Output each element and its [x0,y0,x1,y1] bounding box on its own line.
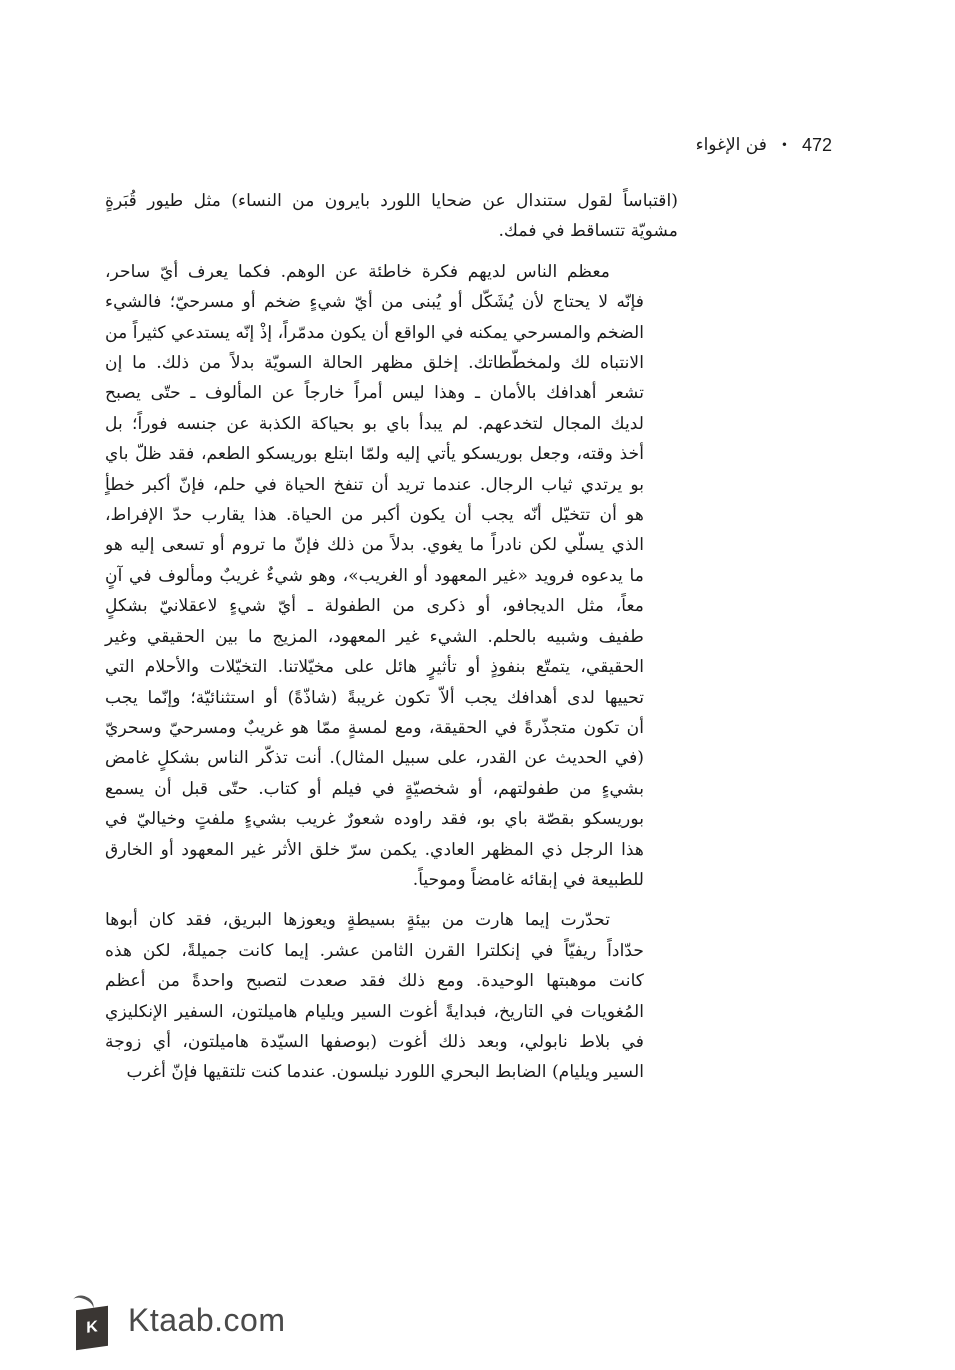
watermark-logo [62,1290,285,1350]
text-line: تشعر أهدافك بالأمان ـ وهذا ليس أمراً خارجاً عن المألوف ـ حتّى يصبح [105,383,644,404]
book-icon: K [62,1290,118,1350]
text-line: (اقتباساً لقول ستندال عن ضحايا اللورد بايرون من النساء) مثل طيور قُبَرةٍ [105,191,678,211]
text-line: لديك المجال لتخدعهم. لم يبدأ باي بو بحياكة الكذبة عن جنسه فوراً؛ بل [105,413,644,434]
text-line: مشويّة تتساقط في فمك. [498,221,678,242]
running-header [600,130,832,160]
text-line: أن تكون متجذّرةً في الحقيقة، ومع لمسةٍ ممّا هو غريبٌ ومسرحيّ وسحريّ [105,717,644,738]
paragraph [105,905,678,1087]
text-line: أخذ وقته، وجعل بوريسكو يأتي إليه ولمّا ابتلع بوريسكو الطعم، فقد ظلّ باي [105,444,644,465]
paragraph [105,186,678,247]
text-line: فإنّه لا يحتاج لأن يُشَكّل أو يُبنى من أيّ شيءٍ ضخم أو مسرحيّ؛ فالشيء [105,292,644,313]
text-line: للطبيعة في إبقائه غامضاً وموحياً. [412,869,644,890]
text-line: طفيف وشبيه بالحلم. الشيء غير المعهود، المزيج ما بين الحقيقي وغير [105,626,644,647]
text-line: هو أن تتخيّل أنّه يجب أن يكون أكبر من الحياة. هذا يقارب حدّ الإفراط، [105,505,644,526]
text-line: الذي يسلّي لكن نادراً ما يغوي. بدلاً من ذلك فإنّ ما تروم أو تسعى إليه هو [105,535,644,556]
text-line: ما يدعوه فرويد «غير المعهود أو الغريب»، وهو شيءٌ غريبٌ ومألوف في آنٍ [105,565,644,586]
text-line: الانتباه لك ولمخطّطاتك. إخلق مظهر الحالة السويّة بدلاً من ذلك. ما إن [105,353,644,374]
text-line: في بلاط نابولي، وبعد ذلك أغوت (بوصفها السيّدة هاميلتون، أي زوجة [105,1031,644,1052]
text-line: تحييها لدى أهدافك يجب ألاّ تكون غريبةً (شاذّةً) أو استثنائيّة؛ وإنّما يجب [105,687,644,708]
text-line: الحقيقي، يتمتّع بنفوذٍ أو تأثيرٍ هائل على مخيّلاتنا. التخيّلات والأحلام التي [105,657,644,678]
text-line: بو يرتدي ثياب الرجال. عندما تريد أن تنفخ الحياة في حلم، فإنّ أكبر خطأٍ [105,474,644,495]
text-line: هذا الرجل ذي المظهر العادي. يكمن سرّ خلق الأثر غير المعهود أو الخارق [105,839,644,860]
book-title: فن الإغواء [695,135,767,155]
text-line: (في الحديث عن القدر، على سبيل المثال). أنت تذكّر الناس بشكلٍ غامض [105,748,644,769]
text-line: السير ويليام) الضابط البحري اللورد نيلسون. عندما كنت تلتقيها فإنّ أغرب [126,1062,644,1083]
text-line: حدّاداً ريفيّاً في إنكلترا القرن الثامن عشر. إيما كانت جميلةً، لكن هذه [105,940,644,961]
text-line: معاً، مثل الديجافو، أو ذكرى من الطفولة ـ أيّ شيءٍ لاعقلانيّ بشكلٍ [105,596,644,617]
paragraph [105,257,678,896]
page-number: 472 [801,134,832,155]
text-line: بشيءٍ من طفولتهم، أو شخصيّةٍ في فيلم أو كتاب. حتّى قبل أن يسمع [105,778,644,799]
page-body [105,186,678,1098]
text-line: المُغويات في التاريخ، فبدايةً أغوت السير ويليام هاميلتون، السفير الإنكليزي [105,1001,644,1022]
text-line: تحدّرت إيما هارت من بيئةٍ بسيطةٍ ويعوزها البريق، فقد كان أبوها [105,910,610,931]
text-line: كانت موهبتها الوحيدة. ومع ذلك فقد صعدت لتصبح واحدةً من أعظم [105,971,644,992]
header-separator: • [780,138,788,152]
watermark-text: Ktaab.com [128,1301,286,1338]
text-line: الضخم والمسرحي يمكنه في الواقع أن يكون مدمّراً، إذْ إنّه يستدعي كثيراً من [105,322,644,343]
text-line: معظم الناس لديهم فكرة خاطئة عن الوهم. فكما يعرف أيّ ساحر، [105,261,610,282]
text-line: بوريسكو بقصّة باي بو، فقد راوده شعورٌ غريب بشيءٍ ملفتٍ وخياليّ في [105,809,644,830]
